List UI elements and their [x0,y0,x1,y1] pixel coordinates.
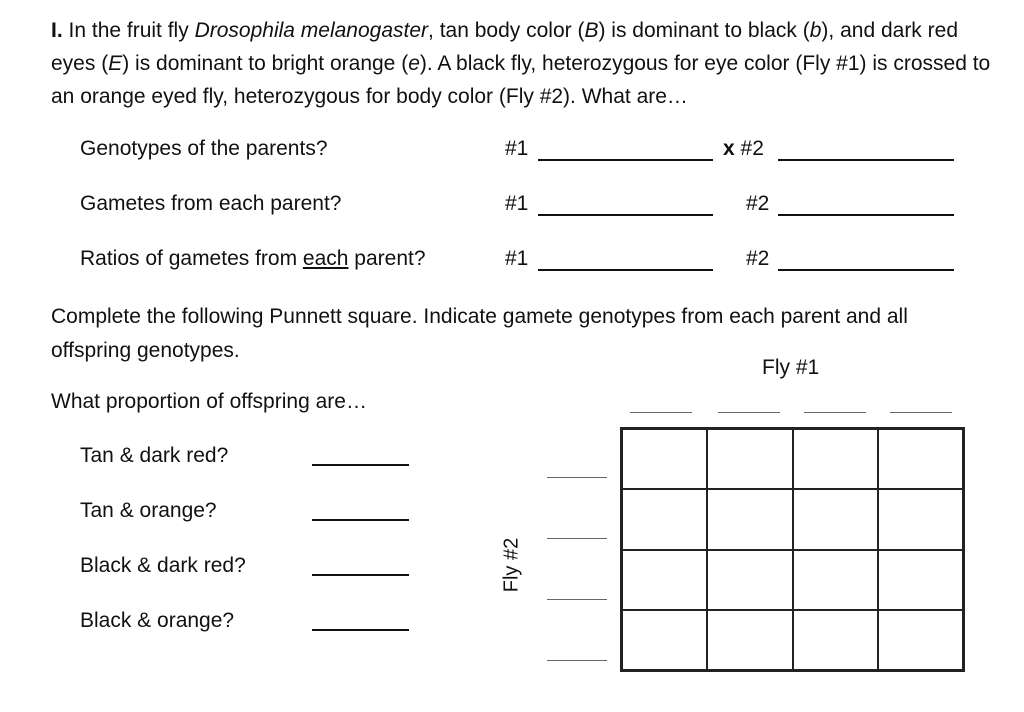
punnett-cell[interactable] [622,610,707,670]
parent1-tag: #1 [505,192,529,215]
proportion-black-orange-blank[interactable] [312,629,409,631]
proportion-tan-dark-red-label: Tan & dark red? [80,444,229,467]
punnett-instructions: Complete the following Punnett square. Indicate gamete genotypes from each parent and all offspring genotypes. [51,305,908,362]
intro-text: ), and dark red eyes ( [51,19,958,75]
fly1-gamete-blank[interactable] [718,412,780,413]
ratios-label-emphasis: each [302,247,349,270]
fly2-label: Fly #2 [500,537,523,593]
parent2-tag: #2 [740,137,764,160]
species-name: Drosophila melanogaster [194,19,429,42]
punnett-cell[interactable] [878,550,963,610]
ratios-label-text: parent? [348,247,426,270]
cross-symbol: x [723,137,735,160]
question-number: I. [51,19,63,42]
cross-label [723,137,764,161]
proportion-tan-orange-label: Tan & orange? [80,499,217,522]
fly2-gamete-blank[interactable] [547,477,607,478]
parent2-tag: #2 [746,247,770,270]
question-intro [51,14,991,113]
proportion-black-orange-label: Black & orange? [80,609,235,632]
gametes-label: Gametes from each parent? [80,192,342,215]
fly2-gamete-blank[interactable] [547,660,607,661]
intro-text: ) is dominant to black ( [598,19,810,42]
fly1-label: Fly #1 [762,356,820,379]
intro-text: , tan body color ( [428,19,585,42]
genotype-parent2-blank[interactable] [778,159,954,161]
fly2-gamete-blank[interactable] [547,538,607,539]
punnett-cell[interactable] [793,550,878,610]
allele-e: e [408,52,420,75]
fly1-gamete-blank[interactable] [890,412,952,413]
proportion-prompt: What proportion of offspring are… [51,390,367,413]
punnett-cell[interactable] [878,429,963,489]
fly1-gamete-blank[interactable] [630,412,692,413]
intro-text: ). A black fly, heterozygous for eye color (Fly #1) is crossed to an orange eyed fly, heterozygous for body color (Fly #2). What are… [51,52,991,108]
allele-B: B [584,19,599,42]
parent1-tag: #1 [505,137,529,160]
proportion-tan-dark-red-blank[interactable] [312,464,409,466]
punnett-cell[interactable] [622,429,707,489]
allele-E: E [108,52,123,75]
genotypes-label: Genotypes of the parents? [80,137,328,160]
ratios-parent1-blank[interactable] [538,269,713,271]
ratios-label [80,247,426,271]
punnett-cell[interactable] [622,550,707,610]
punnett-square [620,427,965,672]
fly1-gamete-blank[interactable] [804,412,866,413]
ratios-label-text: Ratios of gametes from [80,247,303,270]
proportion-tan-orange-blank[interactable] [312,519,409,521]
punnett-cell[interactable] [622,489,707,549]
punnett-cell[interactable] [793,429,878,489]
parent1-tag: #1 [505,247,529,270]
proportion-black-dark-red-blank[interactable] [312,574,409,576]
gametes-parent2-blank[interactable] [778,214,954,216]
gametes-parent1-blank[interactable] [538,214,713,216]
punnett-cell[interactable] [878,610,963,670]
punnett-cell[interactable] [707,429,792,489]
punnett-cell[interactable] [793,489,878,549]
fly2-gamete-blank[interactable] [547,599,607,600]
allele-b: b [809,19,822,42]
ratios-parent2-blank[interactable] [778,269,954,271]
intro-text: In the fruit fly [62,19,195,42]
genotype-parent1-blank[interactable] [538,159,713,161]
proportion-black-dark-red-label: Black & dark red? [80,554,246,577]
punnett-cell[interactable] [707,489,792,549]
intro-text: ) is dominant to bright orange ( [122,52,409,75]
punnett-cell[interactable] [878,489,963,549]
punnett-cell[interactable] [707,610,792,670]
parent2-tag: #2 [746,192,770,215]
punnett-cell[interactable] [793,610,878,670]
punnett-cell[interactable] [707,550,792,610]
